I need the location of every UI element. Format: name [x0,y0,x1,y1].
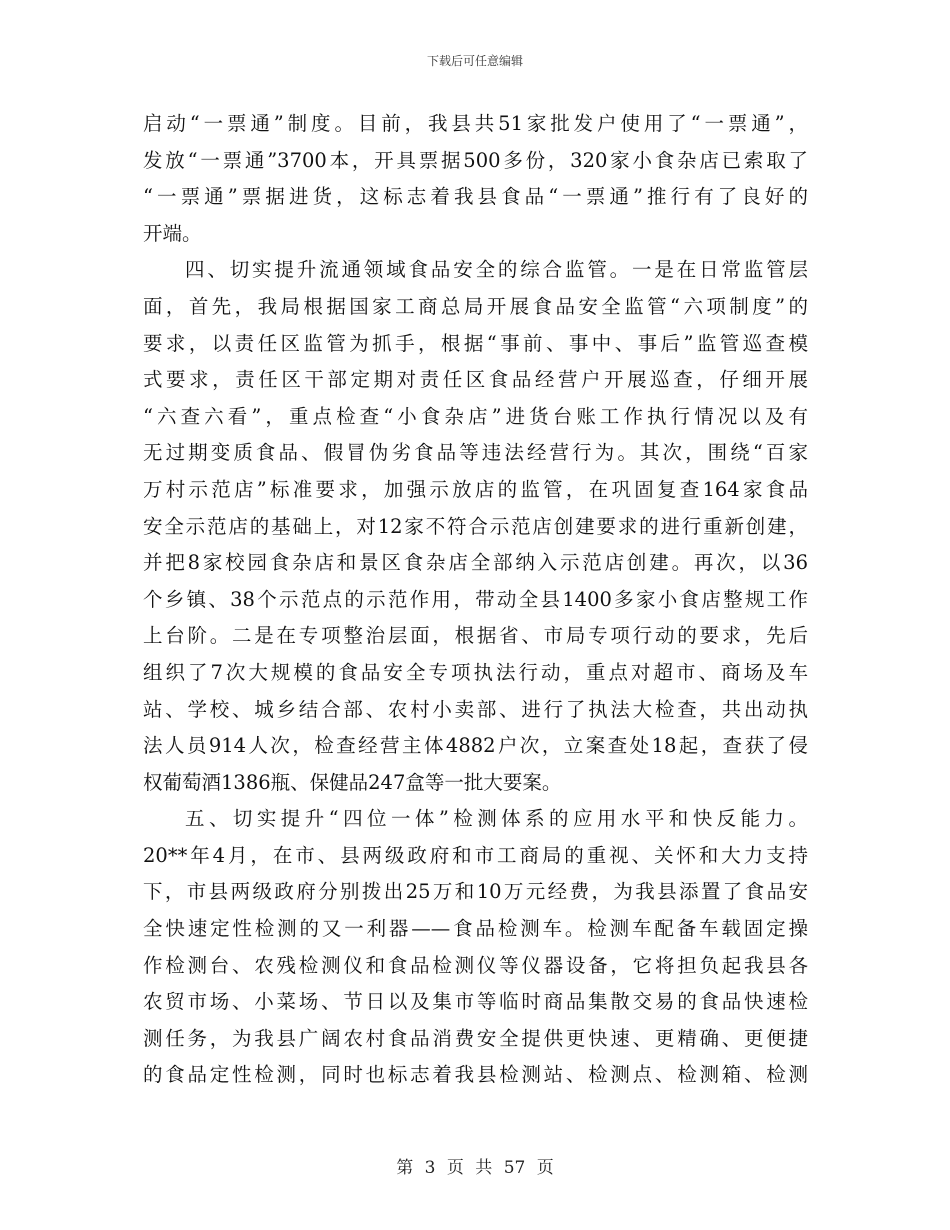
text-line: 作检测台、农残检测仪和食品检测仪等仪器设备，它将担负起我县各 [143,953,808,977]
text-line: 的食品定性检测，同时也标志着我县检测站、检测点、检测箱、检测 [143,1063,808,1087]
text-line: 上台阶。二是在专项整治层面，根据省、市局专项行动的要求，先后 [143,624,808,648]
paragraph-start-line: 四、切实提升流通领域食品安全的综合监管。一是在日常监管层 [185,258,808,282]
text-line: 测任务，为我县广阔农村食品消费安全提供更快速、更精确、更便捷 [143,1026,808,1050]
text-line: 万村示范店”标准要求，加强示放店的监管，在巩固复查164家食品 [143,477,808,501]
text-line: 面，首先，我局根据国家工商总局开展食品安全监管“六项制度”的 [143,294,808,318]
text-line: 全快速定性检测的又一利器——食品检测车。检测车配备车载固定操 [143,917,808,941]
page-header: 下载后可任意编辑 [426,54,523,68]
text-line: 安全示范店的基础上，对12家不符合示范店创建要求的进行重新创建， [143,514,808,538]
text-line: “一票通”票据进货，这标志着我县食品“一票通”推行有了良好的 [143,185,808,209]
text-line: 法人员914人次，检查经营主体4882户次，立案查处18起，查获了侵 [143,734,808,758]
text-line: 发放“一票通”3700本，开具票据500多份，320家小食杂店已索取了 [143,148,808,172]
paragraph-start-line: 五、切实提升“四位一体”检测体系的应用水平和快反能力。 [185,807,808,831]
text-line: 启动“一票通”制度。目前，我县共51家批发户使用了“一票通”， [143,112,808,135]
text-line: 开端。 [143,221,202,245]
text-line: 站、学校、城乡结合部、农村小卖部、进行了执法大检查，共出动执 [143,697,808,721]
text-line: 无过期变质食品、假冒伪劣食品等违法经营行为。其次，围绕“百家 [143,441,808,465]
text-line: 个乡镇、38个示范点的示范作用，带动全县1400多家小食店整规工作 [143,587,808,611]
text-line: “六查六看”，重点检查“小食杂店”进货台账工作执行情况以及有 [143,404,808,428]
text-line: 并把8家校园食杂店和景区食杂店全部纳入示范店创建。再次，以36 [143,551,808,575]
document-body [143,106,808,1094]
text-line: 下，市县两级政府分别拨出25万和10万元经费，为我县添置了食品安 [143,880,808,904]
page-number-footer: 第 3 页 共 57 页 [396,1158,554,1178]
text-line: 农贸市场、小菜场、节日以及集市等临时商品集散交易的食品快速检 [143,990,808,1014]
text-line: 要求，以责任区监管为抓手，根据“事前、事中、事后”监管巡查模 [143,331,808,355]
text-line: 式要求，责任区干部定期对责任区食品经营户开展巡查，仔细开展 [143,368,808,392]
text-line: 20**年4月，在市、县两级政府和市工商局的重视、关怀和大力支持 [143,843,808,867]
text-line: 权葡萄酒1386瓶、保健品247盒等一批大要案。 [143,770,562,794]
text-line: 组织了7次大规模的食品安全专项执法行动，重点对超市、商场及车 [143,660,808,684]
